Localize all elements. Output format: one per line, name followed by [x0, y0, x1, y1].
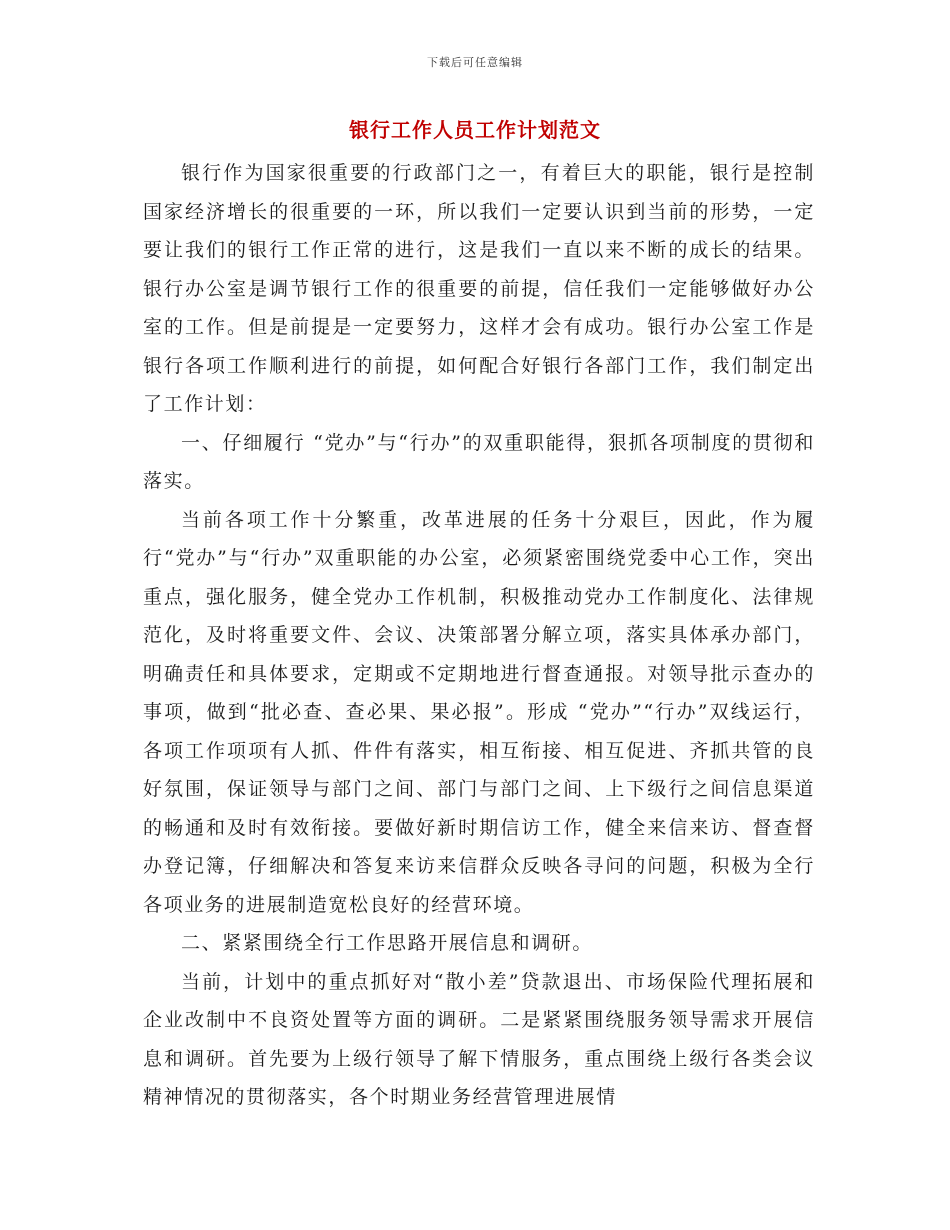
section-heading-1: 一、仔细履行 “党办”与“行办”的双重职能得，狠抓各项制度的贯彻和落实。 — [143, 431, 815, 492]
paragraph-intro: 银行作为国家很重要的行政部门之一，有着巨大的职能，银行是控制国家经济增长的很重要的一环，所以我们一定要认识到当前的形势，一定要让我们的银行工作正常的进行，这是我们一直以来不断的成长的结果。银行办公室是调节银行工作的很重要的前提，信任我们一定能够做好办公室的工作。但是前提是一定要努力，这样才会有成功。银行办公室工作是银行各项工作顺利进行的前提，如何配合好银行各部门工作，我们制定出了工作计划： — [143, 162, 815, 415]
section-heading-2: 二、紧紧围绕全行工作思路开展信息和调研。 — [181, 932, 594, 954]
paragraph-section-2: 当前，计划中的重点抓好对“散小差”贷款退出、市场保险代理拓展和企业改制中不良资处置等方面的调研。二是紧紧围绕服务领导需求开展信息和调研。首先要为上级行领导了解下情服务，重点围绕上级行各类会议精神情况的贯彻落实，各个时期业务经营管理进展情 — [143, 970, 815, 1108]
document-body — [143, 154, 815, 1117]
page-header-note: 下载后可任意编辑 — [427, 56, 523, 69]
document-title: 银行工作人员工作计划范文 — [349, 118, 601, 142]
paragraph-section-1: 当前各项工作十分繁重，改革进展的任务十分艰巨，因此，作为履行“党办”与“行办”双重职能的办公室，必须紧密围绕党委中心工作，突出重点，强化服务，健全党办工作机制，积极推动党办工作制度化、法律规范化，及时将重要文件、会议、决策部署分解立项，落实具体承办部门，明确责任和具体要求，定期或不定期地进行督查通报。对领导批示查办的事项，做到“批必查、查必果、果必报”。形成 “党办”“行办”双线运行，各项工作项项有人抓、件件有落实，相互衔接、相互促进、齐抓共管的良好氛围，保证领导与部门之间、部门与部门之间、上下级行之间信息渠道的畅通和及时有效衔接。要做好新时期信访工作，健全来信来访、督查督办登记簿，仔细解决和答复来访来信群众反映各寻问的问题，积极为全行各项业务的进展制造宽松良好的经营环境。 — [143, 508, 815, 916]
